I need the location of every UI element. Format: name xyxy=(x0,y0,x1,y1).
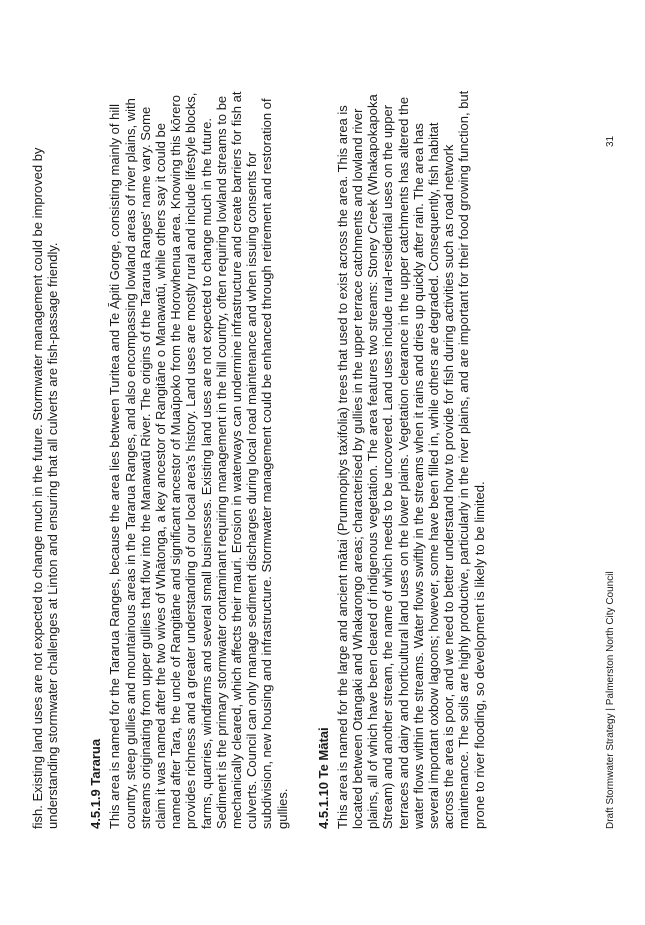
intro-paragraph: fish. Existing land uses are not expected to change much in the future. Stormwater management could be improved by understanding stormwater challenges at Linton and ensuring that all culverts are fish-passage friendly. xyxy=(30,147,61,829)
section-heading-te-matai: 4.5.1.10 Te Mātai xyxy=(315,727,331,829)
spacer xyxy=(60,89,88,829)
section-body-te-matai: This area is named for the large and ancient mātai (Prumnopitys taxifolia) trees that used to exist across the area. This area is located between Otangaki and Whakarongo areas; characterised by gullies in the upper terrace catchments and lowland river plains, all of which have been cleared of indigenous vegetation. The area features two streams: Stoney Creek (Whakapokapoka Stream) and another stream, the name of which needs to be uncovered. Land uses include rural-residential uses on the upper terraces and dairy and horticultural land uses on the lower plains. Vegetation clearance in the upper catchments has altered the water flows within the streams. Water flows swiftly in the streams when it rains and dries up quickly after rain. The area has several important oxbow lagoons; however, some have been filled in, while others are degraded. Consequently, fish habitat across the area is poor, and we need to better understand how to provide for fish during activities such as road network maintenance. The soils are highly productive, particularly in the river plains, and are important for their food growing function, but prone to river flooding, so development is likely to be limited. xyxy=(334,90,487,829)
section-body-tararua: This area is named for the Tararua Ranges, because the area lies between Turitea and Te Āpiti Gorge, consisting mainly of hill country, steep gullies and mountainous areas in the Tararua Ranges, and also encompassing lowland areas of river plains, with streams originating from upper gullies that flow into the Manawatū River. The origins of the Tararua Ranges' name vary. Some claim it was named after the two wives of Whātonga, a key ancestor of Rangitāne o Manawatū, while others say it could be named after Tara, the uncle of Rangitāne and significant ancestor of Muaūpoko from the Horowhenua area. Knowing this kōrero provides richness and a greater understanding of our local area's history. Land uses are mostly rural and include lifestyle blocks, farms, quarries, windfarms and several small businesses. Existing land uses are not expected to change much in the future. Sediment is the primary stormwater contaminant requiring management in the hill country, often requiring lowland streams to be mechanically cleared, which affects their mauri. Erosion in waterways can undermine infrastructure and create barriers for fish at culverts. Council can only manage sediment discharges during local road maintenance and when issuing consents for subdivision, new housing and infrastructure. Stormwater management could be enhanced through retirement and restoration of gullies. xyxy=(107,91,290,829)
document-body xyxy=(30,89,487,829)
spacer xyxy=(290,89,316,829)
footer-title: Draft Stormwater Strategy | Palmerston North City Council xyxy=(605,571,616,829)
section-heading-tararua: 4.5.1.9 Tararua xyxy=(88,738,104,829)
page-number: 31 xyxy=(605,135,616,147)
